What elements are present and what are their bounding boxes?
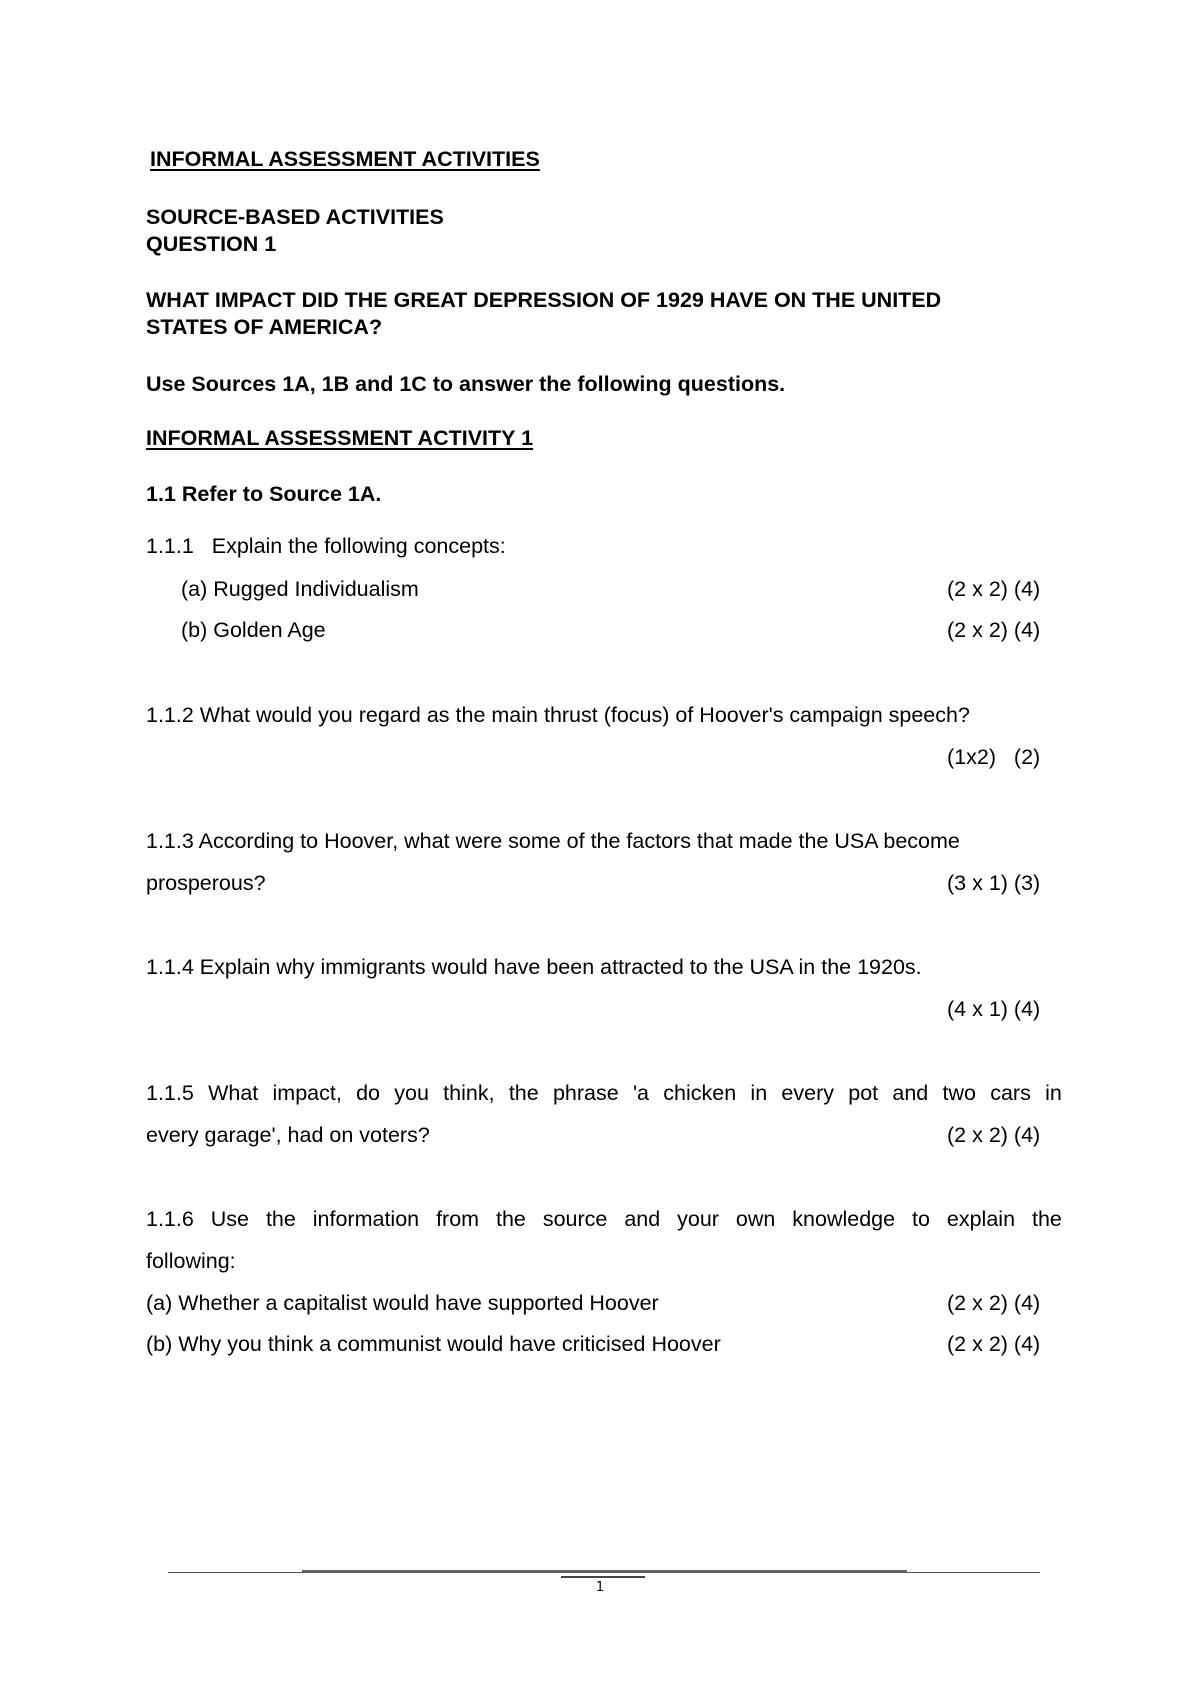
- question-1-1-5-line-1: [146, 1080, 1062, 1106]
- word: knowledge: [792, 1207, 896, 1231]
- word: information: [312, 1207, 420, 1231]
- question-1-1-1-b: (b) Golden Age: [181, 618, 326, 642]
- question-1-1-4-marks: (4 x 1) (4): [947, 997, 1041, 1021]
- question-1-1-1-a-marks: (2 x 2) (4): [947, 577, 1041, 601]
- question-1-1-1-b-marks: (2 x 2) (4): [947, 618, 1041, 642]
- document-title: INFORMAL ASSESSMENT ACTIVITIES: [150, 147, 540, 171]
- question-1-1-6-a: (a) Whether a capitalist would have supported Hoover: [146, 1291, 659, 1315]
- question-1-1-2: 1.1.2 What would you regard as the main thrust (focus) of Hoover's campaign speech?: [146, 703, 970, 727]
- word: explain: [946, 1207, 1016, 1231]
- instruction: Use Sources 1A, 1B and 1C to answer the following questions.: [146, 372, 786, 396]
- word: two: [942, 1081, 976, 1105]
- word: the: [265, 1207, 296, 1231]
- footer-rule-accent: [302, 1570, 907, 1572]
- question-1-1-6-b-marks: (2 x 2) (4): [947, 1332, 1041, 1356]
- question-1-1-3-line-2: prosperous?: [146, 871, 266, 895]
- word: do: [356, 1081, 380, 1105]
- word: and: [892, 1081, 929, 1105]
- word: 1.1.6: [146, 1207, 194, 1231]
- question-1-1-6-line-2: following:: [146, 1249, 236, 1273]
- word: the: [1031, 1207, 1062, 1231]
- footer-rule: [168, 1572, 1040, 1573]
- word: 1.1.5: [146, 1081, 194, 1105]
- question-1-1-4: 1.1.4 Explain why immigrants would have been attracted to the USA in the 1920s.: [146, 955, 922, 979]
- question-1-1-6-b: (b) Why you think a communist would have criticised Hoover: [146, 1332, 721, 1356]
- key-question-line-1: WHAT IMPACT DID THE GREAT DEPRESSION OF 1929 HAVE ON THE UNITED: [146, 288, 942, 312]
- word: to: [912, 1207, 930, 1231]
- word: Use: [210, 1207, 249, 1231]
- question-1-1-3-marks: (3 x 1) (3): [947, 871, 1041, 895]
- question-1-1-5-marks: (2 x 2) (4): [947, 1123, 1041, 1147]
- question-1-1-2-marks: (1x2) (2): [947, 745, 1041, 769]
- question-1-1-3-line-1: 1.1.3 According to Hoover, what were some of the factors that made the USA become: [146, 829, 960, 853]
- activity-heading: INFORMAL ASSESSMENT ACTIVITY 1: [146, 426, 534, 450]
- refer-to-source: 1.1 Refer to Source 1A.: [146, 482, 382, 506]
- question-1-1-1-a: (a) Rugged Individualism: [181, 577, 419, 601]
- word: own: [735, 1207, 776, 1231]
- page-number: 1: [595, 1580, 605, 1595]
- word: cars: [990, 1081, 1031, 1105]
- word: think,: [443, 1081, 495, 1105]
- question-1-1-6-a-marks: (2 x 2) (4): [947, 1291, 1041, 1315]
- word: in: [1045, 1081, 1062, 1105]
- word: from: [436, 1207, 480, 1231]
- word: every: [781, 1081, 834, 1105]
- word: source: [542, 1207, 608, 1231]
- word: phrase: [552, 1081, 619, 1105]
- question-1-1-5-line-2: every garage', had on voters?: [146, 1123, 430, 1147]
- word: in: [750, 1081, 768, 1105]
- word: the: [508, 1081, 539, 1105]
- section-heading: SOURCE-BASED ACTIVITIES: [146, 205, 444, 229]
- word: the: [496, 1207, 526, 1231]
- word: chicken: [663, 1081, 737, 1105]
- question-heading: QUESTION 1: [146, 232, 277, 256]
- key-question-line-2: STATES OF AMERICA?: [146, 315, 383, 339]
- word: What: [208, 1081, 259, 1105]
- word: your: [677, 1207, 719, 1231]
- word: impact,: [272, 1081, 342, 1105]
- word: and: [624, 1207, 661, 1231]
- word: pot: [848, 1081, 879, 1105]
- word: 'a: [632, 1081, 650, 1105]
- page-number-rule: [561, 1576, 645, 1578]
- word: you: [394, 1081, 429, 1105]
- question-1-1-1: 1.1.1 Explain the following concepts:: [146, 534, 506, 558]
- question-1-1-6-line-1: [146, 1206, 1062, 1232]
